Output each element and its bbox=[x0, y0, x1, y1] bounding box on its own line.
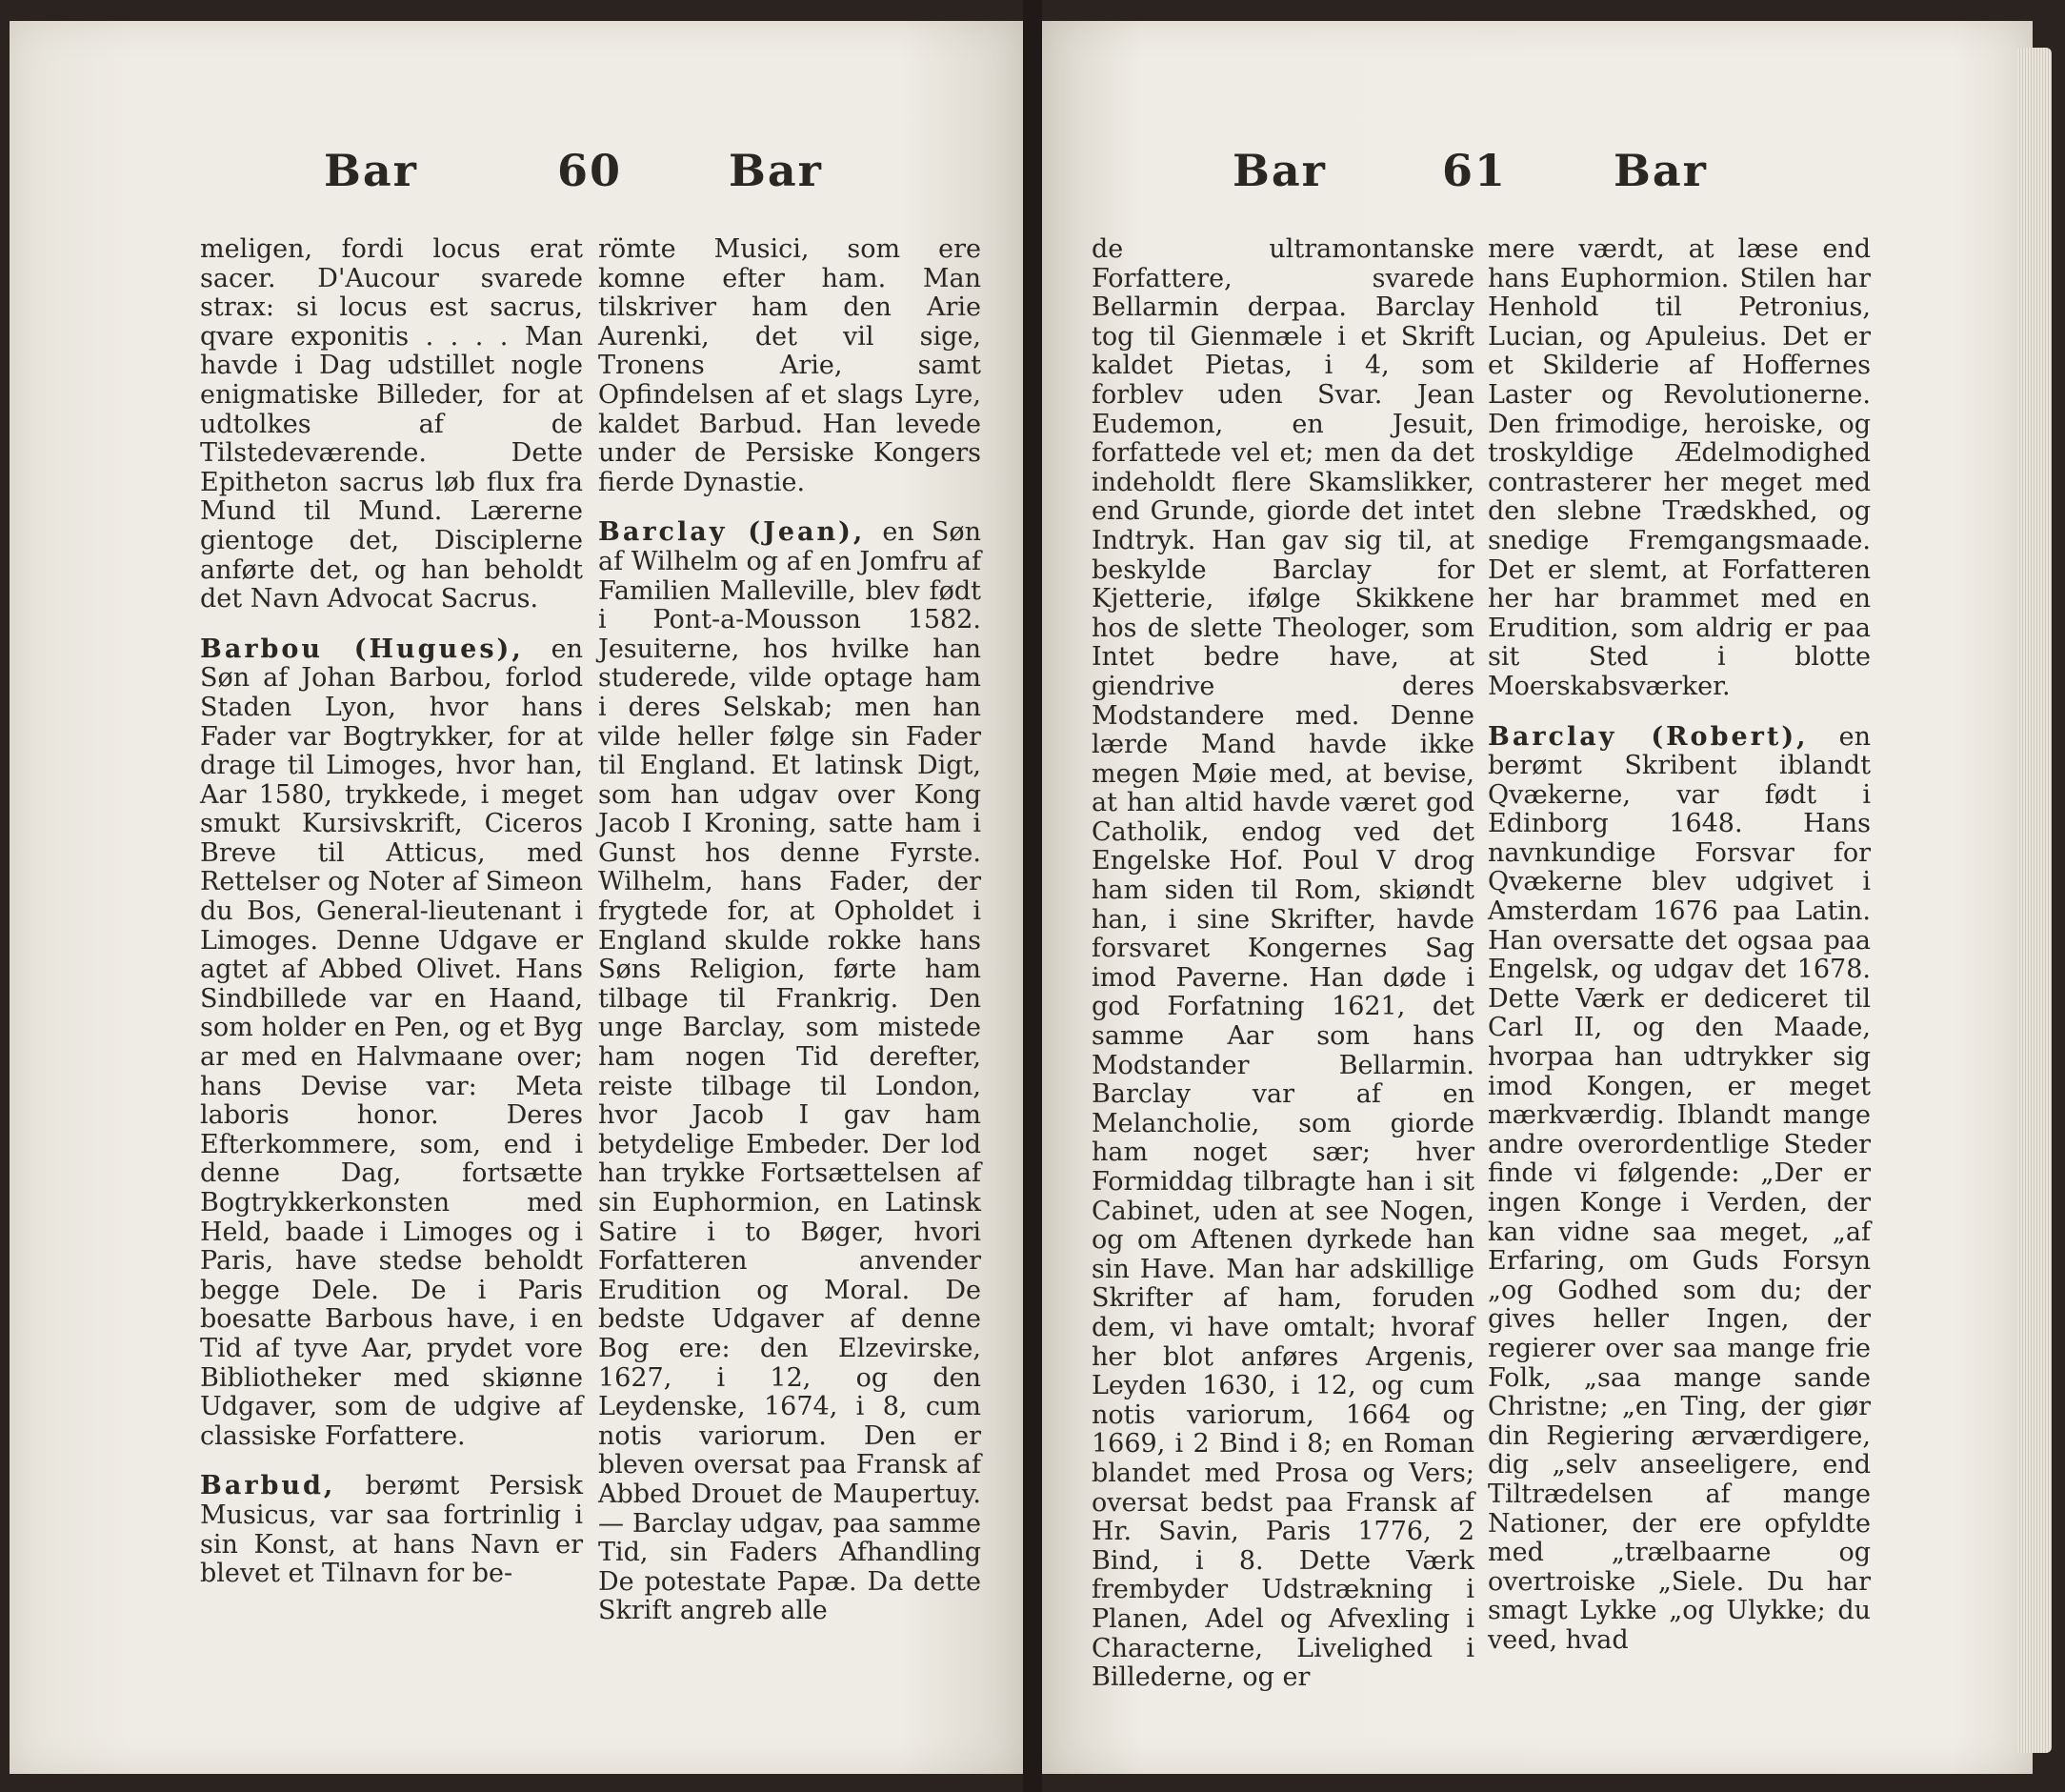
left-running-header bbox=[10, 145, 1023, 211]
headword: Barbud, bbox=[200, 1471, 336, 1501]
right-running-header bbox=[1042, 145, 2033, 211]
left-column-1 bbox=[200, 235, 583, 1589]
left-header-word: Bar bbox=[324, 145, 418, 196]
left-page bbox=[10, 21, 1023, 1774]
right-header-word: Bar bbox=[1233, 145, 1327, 196]
headword: Barclay (Jean), bbox=[598, 517, 866, 548]
right-column-2 bbox=[1488, 235, 1871, 1656]
right-header-word-2: Bar bbox=[1614, 145, 1708, 196]
paragraph: mere værdt, at læse end hans Euphormion. Stilen har Henhold til Petronius, Lucian, og Apuleius. Det er et Skilderie af Hoffernes Laster og Revolutionerne. Den frimodige, heroiske, og troskyldige Ædelmodighed contrasterer her meget med den slebne Trædskhed, og snedige Fremgangsmaade. Det er slemt, at Forfatteren her har brammet med en Erudition, som aldrig er paa sit Sted i blotte Moerskabsværker. bbox=[1488, 234, 1871, 701]
entry-barbou-hugues: Barbou (Hugues), en Søn af Johan Barbou, forlod Staden Lyon, hvor hans Fader var Bogtrykker, for at drage til Limoges, hvor han, Aar 1580, trykkede, i meget smukt Kursivskrift, Ciceros Breve til Atticus, med Rettelser og Noter af Simeon du Bos, General-lieutenant i Limoges. Denne Udgave er agtet af Abbed Olivet. Hans Sindbillede var en Haand, som holder en Pen, og et Byg ar med en Halvmaane over; hans Devise var: Meta laboris honor. Deres Efterkommere, som, end i denne Dag, fortsætte Bogtrykkerkonsten med Held, baade i Limoges og i Paris, have stedse beholdt begge Dele. De i Paris boesatte Barbous have, i en Tid af tyve Aar, prydet vore Bibliotheker med skiønne Udgaver, som de udgive af classiske Forfattere. bbox=[200, 634, 583, 1451]
paragraph: meligen, fordi locus erat sacer. D'Aucour svarede strax: si locus est sacrus, qvare exponitis . . . . Man havde i Dag udstillet nogle enigmatiske Billeder, for at udtolkes af de Tilstedeværende. Dette Epitheton sacrus løb flux fra Mund til Mund. Lærerne gientoge det, Disciplerne anførte det, og han beholdt det Navn Advocat Sacrus. bbox=[200, 234, 583, 614]
left-header-word-2: Bar bbox=[729, 145, 823, 196]
left-column-2 bbox=[598, 235, 981, 1626]
paragraph: römte Musici, som ere komne efter ham. Man tilskriver ham den Arie Aurenki, det vil sige, Tronens Arie, samt Opfindelsen af et slags Lyre, kaldet Barbud. Han levede under de Persiske Kongers fierde Dynastie. bbox=[598, 234, 981, 497]
paragraph: de ultramontanske Forfattere, svarede Bellarmin derpaa. Barclay tog til Gienmæle i et Skrift kaldet Pietas, i 4, som forblev uden Svar. Jean Eudemon, en Jesuit, forfattede vel et; men da det indeholdt flere Skamslikker, end Grunde, giorde det intet Indtryk. Han gav sig til, at beskylde Barclay for Kjetterie, ifølge Skikkene hos de slette Theologer, som Intet bedre have, at giendrive deres Modstandere med. Denne lærde Mand havde ikke megen Møie med, at bevise, at han altid havde været god Catholik, endog ved det Engelske Hof. Poul V drog ham siden til Rom, skiøndt han, i sine Skrifter, havde forsvaret Kongernes Sag imod Paverne. Han døde i god Forfatning 1621, det samme Aar som hans Modstander Bellarmin. Barclay var af en Melancholie, som giorde ham noget sær; hver Formiddag tilbragte han i sit Cabinet, uden at see Nogen, og om Aftenen dyrkede han sin Have. Man har adskillige Skrifter af ham, foruden dem, vi have omtalt; hvoraf her blot anføres Argenis, Leyden 1630, i 12, og cum notis variorum, 1664 og 1669, i 2 Bind i 8; en Roman blandet med Prosa og Vers; oversat bedst paa Fransk af Hr. Savin, Paris 1776, 2 Bind, i 8. Dette Værk frembyder Udstrækning i Planen, Adel og Afvexling i Characterne, Livelighed i Billederne, og er bbox=[1092, 234, 1474, 1693]
entry-barbud: Barbud, berømt Persisk Musicus, var saa fortrinlig i sin Konst, at hans Navn er blevet et Tilnavn for be- bbox=[200, 1471, 583, 1589]
right-page bbox=[1042, 21, 2033, 1774]
entry-barclay-jean: Barclay (Jean), en Søn af Wilhelm og af en Jomfru af Familien Malleville, blev født i Pont-a-Mousson 1582. Jesuiterne, hos hvilke han studerede, vilde optage ham i deres Selskab; men han vilde heller følge sin Fader til England. Et latinsk Digt, som han udgav over Kong Jacob I Kroning, satte ham i Gunst hos denne Fyrste. Wilhelm, hans Fader, der frygtede for, at Opholdet i England skulde rokke hans Søns Religion, førte ham tilbage til Frankrig. Den unge Barclay, som mistede ham nogen Tid derefter, reiste tilbage til London, hvor Jacob I gav ham betydelige Embeder. Der lod han trykke Fortsættelsen af sin Euphormion, en Latinsk Satire i to Bøger, hvori Forfatteren anvender Erudition og Moral. De bedste Udgaver af denne Bog ere: den Elzevirske, 1627, i 12, og den Leydenske, 1674, i 8, cum notis variorum. Den er bleven oversat paa Fransk af Abbed Drouet de Maupertuy. — Barclay udgav, paa samme Tid, sin Faders Afhandling De potestate Papæ. Da dette Skrift angreb alle bbox=[598, 517, 981, 1626]
headword: Barbou (Hugues), bbox=[200, 634, 524, 664]
right-column-1 bbox=[1092, 235, 1474, 1693]
page-edges bbox=[2017, 48, 2052, 1753]
left-page-number: 60 bbox=[557, 145, 623, 196]
gutter bbox=[1023, 0, 1042, 1792]
headword: Barclay (Robert), bbox=[1488, 721, 1809, 752]
entry-barclay-robert: Barclay (Robert), en berømt Skribent iblandt Qvækerne, var født i Edinborg 1648. Hans navnkundige Forsvar for Qvækerne blev udgivet i Amsterdam 1676 paa Latin. Han oversatte det ogsaa paa Engelsk, og udgav det 1678. Dette Værk er dediceret til Carl II, og den Maade, hvorpaa han udtrykker sig imod Kongen, er meget mærkværdig. Iblandt mange andre overordentlige Steder finde vi følgende: „Der er ingen Konge i Verden, der kan vidne saa meget, „af Erfaring, om Guds Forsyn „og Godhed som du; der gives heller Ingen, der regierer over saa mange frie Folk, „saa mange sande Christne; „en Ting, der giør din Regiering ærværdigere, dig „selv anseeligere, end Tiltrædelsen af mange Nationer, der ere opfyldte med „trælbaarne og overtroiske „Siele. Du har smagt Lykke „og Ulykke; du veed, hvad bbox=[1488, 721, 1871, 1655]
right-page-number: 61 bbox=[1442, 145, 1508, 196]
